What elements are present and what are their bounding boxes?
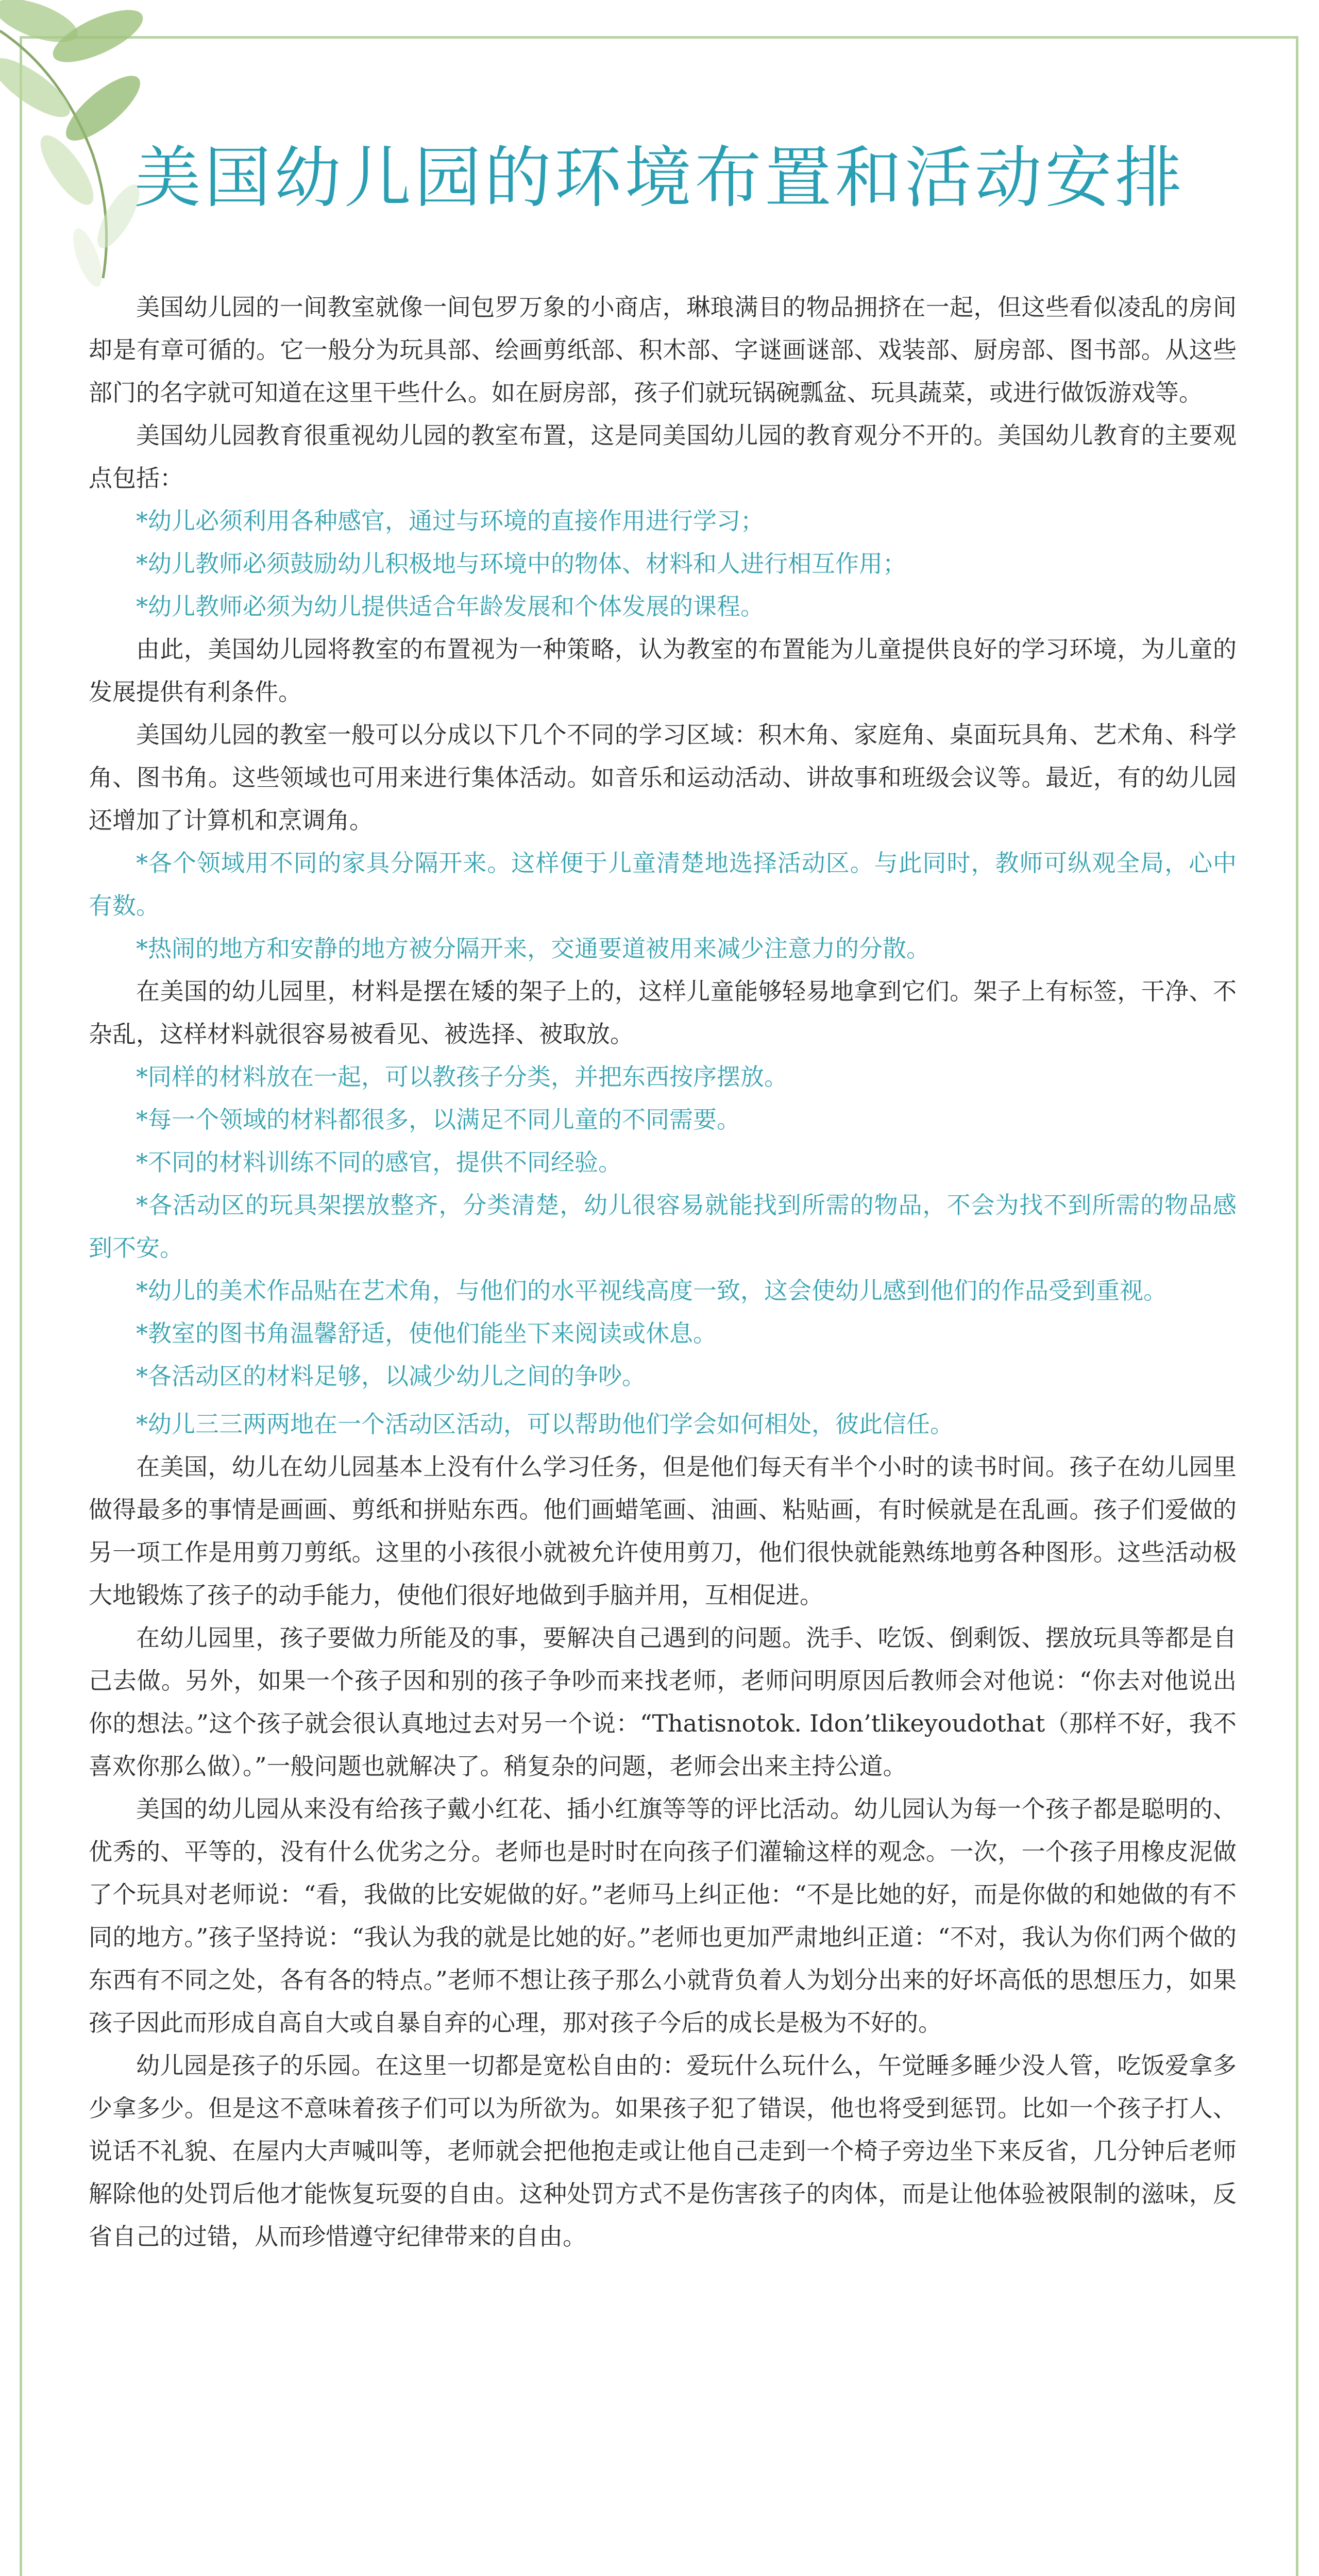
bullet-point: *幼儿必须利用各种感官，通过与环境的直接作用进行学习； [136, 507, 764, 535]
article-body [89, 286, 1237, 2258]
bullet-point: *每一个领域的材料都很多，以满足不同儿童的不同需要。 [136, 1106, 740, 1133]
paragraph: 美国幼儿园教育很重视幼儿园的教室布置，这是同美国幼儿园的教育观分不开的。美国幼儿教育的主要观点包括： [89, 421, 1237, 492]
bullet-point: *同样的材料放在一起，可以教孩子分类，并把东西按序摆放。 [136, 1063, 788, 1091]
paragraph: 幼儿园是孩子的乐园。在这里一切都是宽松自由的：爱玩什么玩什么，午觉睡多睡少没人管，吃饭爱拿多少拿多少。但是这不意味着孩子们可以为所欲为。如果孩子犯了错误，他也将受到惩罚。比如一个孩子打人、说话不礼貌、在屋内大声喊叫等，老师就会把他抱走或让他自己走到一个椅子旁边坐下来反省，几分钟后老师解除他的处罚后他才能恢复玩耍的自由。这种处罚方式不是伤害孩子的肉体，而是让他体验被限制的滋味，反省自己的过错，从而珍惜遵守纪律带来的自由。 [89, 2052, 1237, 2250]
bullet-point: *幼儿的美术作品贴在艺术角，与他们的水平视线高度一致，这会使幼儿感到他们的作品受到重视。 [136, 1277, 1167, 1304]
paragraph: 美国的幼儿园从来没有给孩子戴小红花、插小红旗等等的评比活动。幼儿园认为每一个孩子都是聪明的、优秀的、平等的，没有什么优劣之分。老师也是时时在向孩子们灌输这样的观念。一次，一个孩子用橡皮泥做了个玩具对老师说：“看，我做的比安妮做的好。”老师马上纠正他：“不是比她的好，而是你做的和她做的有不同的地方。”孩子坚持说：“我认为我的就是比她的好。”老师也更加严肃地纠正道：“不对，我认为你们两个做的东西有不同之处，各有各的特点。”老师不想让孩子那么小就背负着人为划分出来的好坏高低的思想压力，如果孩子因此而形成自高自大或自暴自弃的心理，那对孩子今后的成长是极为不好的。 [89, 1795, 1237, 2037]
bullet-point: *不同的材料训练不同的感官，提供不同经验。 [136, 1148, 622, 1176]
bullet-point: *各个领域用不同的家具分隔开来。这样便于儿童清楚地选择活动区。与此同时，教师可纵观全局，心中有数。 [89, 849, 1237, 920]
paragraph: 在美国，幼儿在幼儿园基本上没有什么学习任务，但是他们每天有半个小时的读书时间。孩子在幼儿园里做得最多的事情是画画、剪纸和拼贴东西。他们画蜡笔画、油画、粘贴画，有时候就是在乱画。孩子们爱做的另一项工作是用剪刀剪纸。这里的小孩很小就被允许使用剪刀，他们很快就能熟练地剪各种图形。这些活动极大地锻炼了孩子的动手能力，使他们很好地做到手脑并用，互相促进。 [89, 1453, 1237, 1609]
paragraph: 在美国的幼儿园里，材料是摆在矮的架子上的，这样儿童能够轻易地拿到它们。架子上有标签，干净、不杂乱，这样材料就很容易被看见、被选择、被取放。 [89, 977, 1237, 1048]
bullet-point: *各活动区的材料足够，以减少幼儿之间的争吵。 [136, 1362, 646, 1390]
page-title: 美国幼儿园的环境布置和活动安排 [133, 139, 1185, 217]
bullet-point: *热闹的地方和安静的地方被分隔开来，交通要道被用来减少注意力的分散。 [136, 935, 930, 962]
paragraph: 美国幼儿园的教室一般可以分成以下几个不同的学习区域：积木角、家庭角、桌面玩具角、艺术角、科学角、图书角。这些领域也可用来进行集体活动。如音乐和运动活动、讲故事和班级会议等。最近，有的幼儿园还增加了计算机和烹调角。 [89, 721, 1237, 834]
paragraph: 由此，美国幼儿园将教室的布置视为一种策略，认为教室的布置能为儿童提供良好的学习环境，为儿童的发展提供有利条件。 [89, 635, 1237, 706]
paragraph: 在幼儿园里，孩子要做力所能及的事，要解决自己遇到的问题。洗手、吃饭、倒剩饭、摆放玩具等都是自己去做。另外，如果一个孩子因和别的孩子争吵而来找老师，老师问明原因后教师会对他说：“你去对他说出你的想法。”这个孩子就会很认真地过去对另一个说：“Thatisnotok. Idon’tlikeyoudothat（那样不好，我不喜欢你那么做）。”一般问题也就解决了。稍复杂的问题，老师会出来主持公道。 [89, 1624, 1237, 1780]
bullet-point: *幼儿教师必须为幼儿提供适合年龄发展和个体发展的课程。 [136, 592, 764, 620]
paragraph: 美国幼儿园的一间教室就像一间包罗万象的小商店，琳琅满目的物品拥挤在一起，但这些看似凌乱的房间却是有章可循的。它一般分为玩具部、绘画剪纸部、积木部、字谜画谜部、戏装部、厨房部、图书部。从这些部门的名字就可知道在这里干些什么。如在厨房部，孩子们就玩锅碗瓢盆、玩具蔬菜，或进行做饭游戏等。 [89, 293, 1237, 406]
bullet-point: *幼儿三三两两地在一个活动区活动，可以帮助他们学会如何相处，彼此信任。 [136, 1410, 954, 1438]
bullet-point: *教室的图书角温馨舒适，使他们能坐下来阅读或休息。 [136, 1319, 717, 1347]
bullet-point: *幼儿教师必须鼓励幼儿积极地与环境中的物体、材料和人进行相互作用； [136, 550, 906, 578]
bullet-point: *各活动区的玩具架摆放整齐，分类清楚，幼儿很容易就能找到所需的物品，不会为找不到所需的物品感到不安。 [89, 1191, 1237, 1262]
